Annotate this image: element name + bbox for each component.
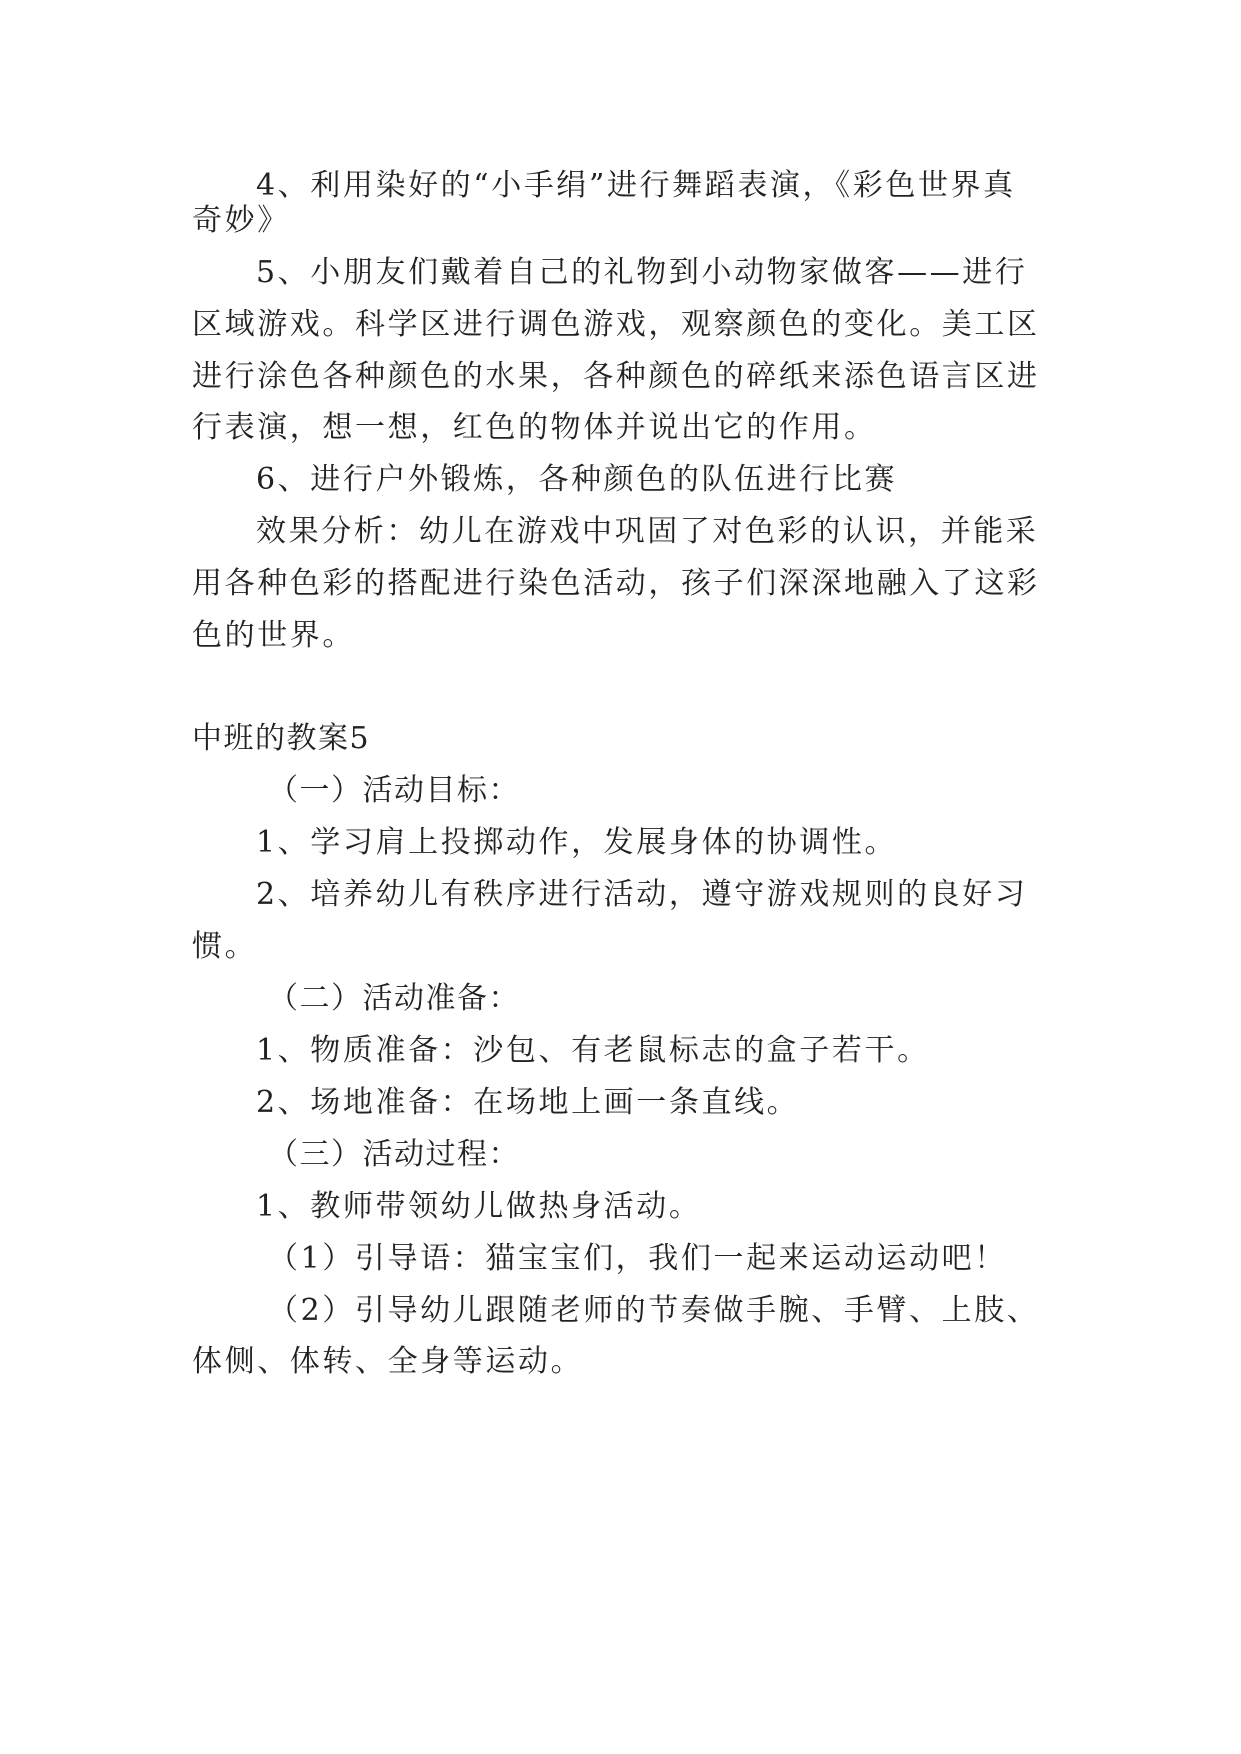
item5-line4: 行表演，想一想，红色的物体并说出它的作用。 (192, 410, 877, 445)
goal-2-line2: 惯。 (192, 929, 258, 964)
item5-line2: 区域游戏。科学区进行调色游戏，观察颜色的变化。美工区 (192, 307, 1040, 342)
prep-2: 2、场地准备：在场地上画一条直线。 (256, 1085, 800, 1120)
analysis-line3: 色的世界。 (192, 618, 355, 653)
item6: 6、进行户外锻炼，各种颜色的队伍进行比赛 (256, 462, 898, 497)
item4-line1: 4、利用染好的“小手绢”进行舞蹈表演，《彩色世界真 (256, 168, 1016, 203)
analysis-line2: 用各种色彩的搭配进行染色活动，孩子们深深地融入了这彩 (192, 566, 1040, 601)
lesson-title: 中班的教案5 (192, 721, 371, 756)
step-1-sub-2-line2: 体侧、体转、全身等运动。 (192, 1344, 584, 1379)
analysis-line1: 效果分析：幼儿在游戏中巩固了对色彩的认识，并能采 (256, 514, 1039, 549)
item5-line3: 进行涂色各种颜色的水果，各种颜色的碎纸来添色语言区进 (192, 359, 1040, 394)
step-1-sub-1: （1）引导语：猫宝宝们，我们一起来运动运动吧！ (268, 1241, 1007, 1276)
goals-heading: （一）活动目标： (268, 773, 520, 808)
step-1-sub-2-line1: （2）引导幼儿跟随老师的节奏做手腕、手臂、上肢、 (268, 1293, 1040, 1328)
prep-1: 1、物质准备：沙包、有老鼠标志的盒子若干。 (256, 1033, 930, 1068)
item5-line1: 5、小朋友们戴着自己的礼物到小动物家做客——进行 (256, 255, 1028, 290)
item4-line2: 奇妙》 (192, 203, 290, 238)
goal-1: 1、学习肩上投掷动作，发展身体的协调性。 (256, 825, 898, 860)
step-1: 1、教师带领幼儿做热身活动。 (256, 1189, 702, 1224)
prep-heading: （二）活动准备： (268, 981, 520, 1016)
process-heading: （三）活动过程： (268, 1137, 520, 1172)
goal-2-line1: 2、培养幼儿有秩序进行活动，遵守游戏规则的良好习 (256, 877, 1028, 912)
